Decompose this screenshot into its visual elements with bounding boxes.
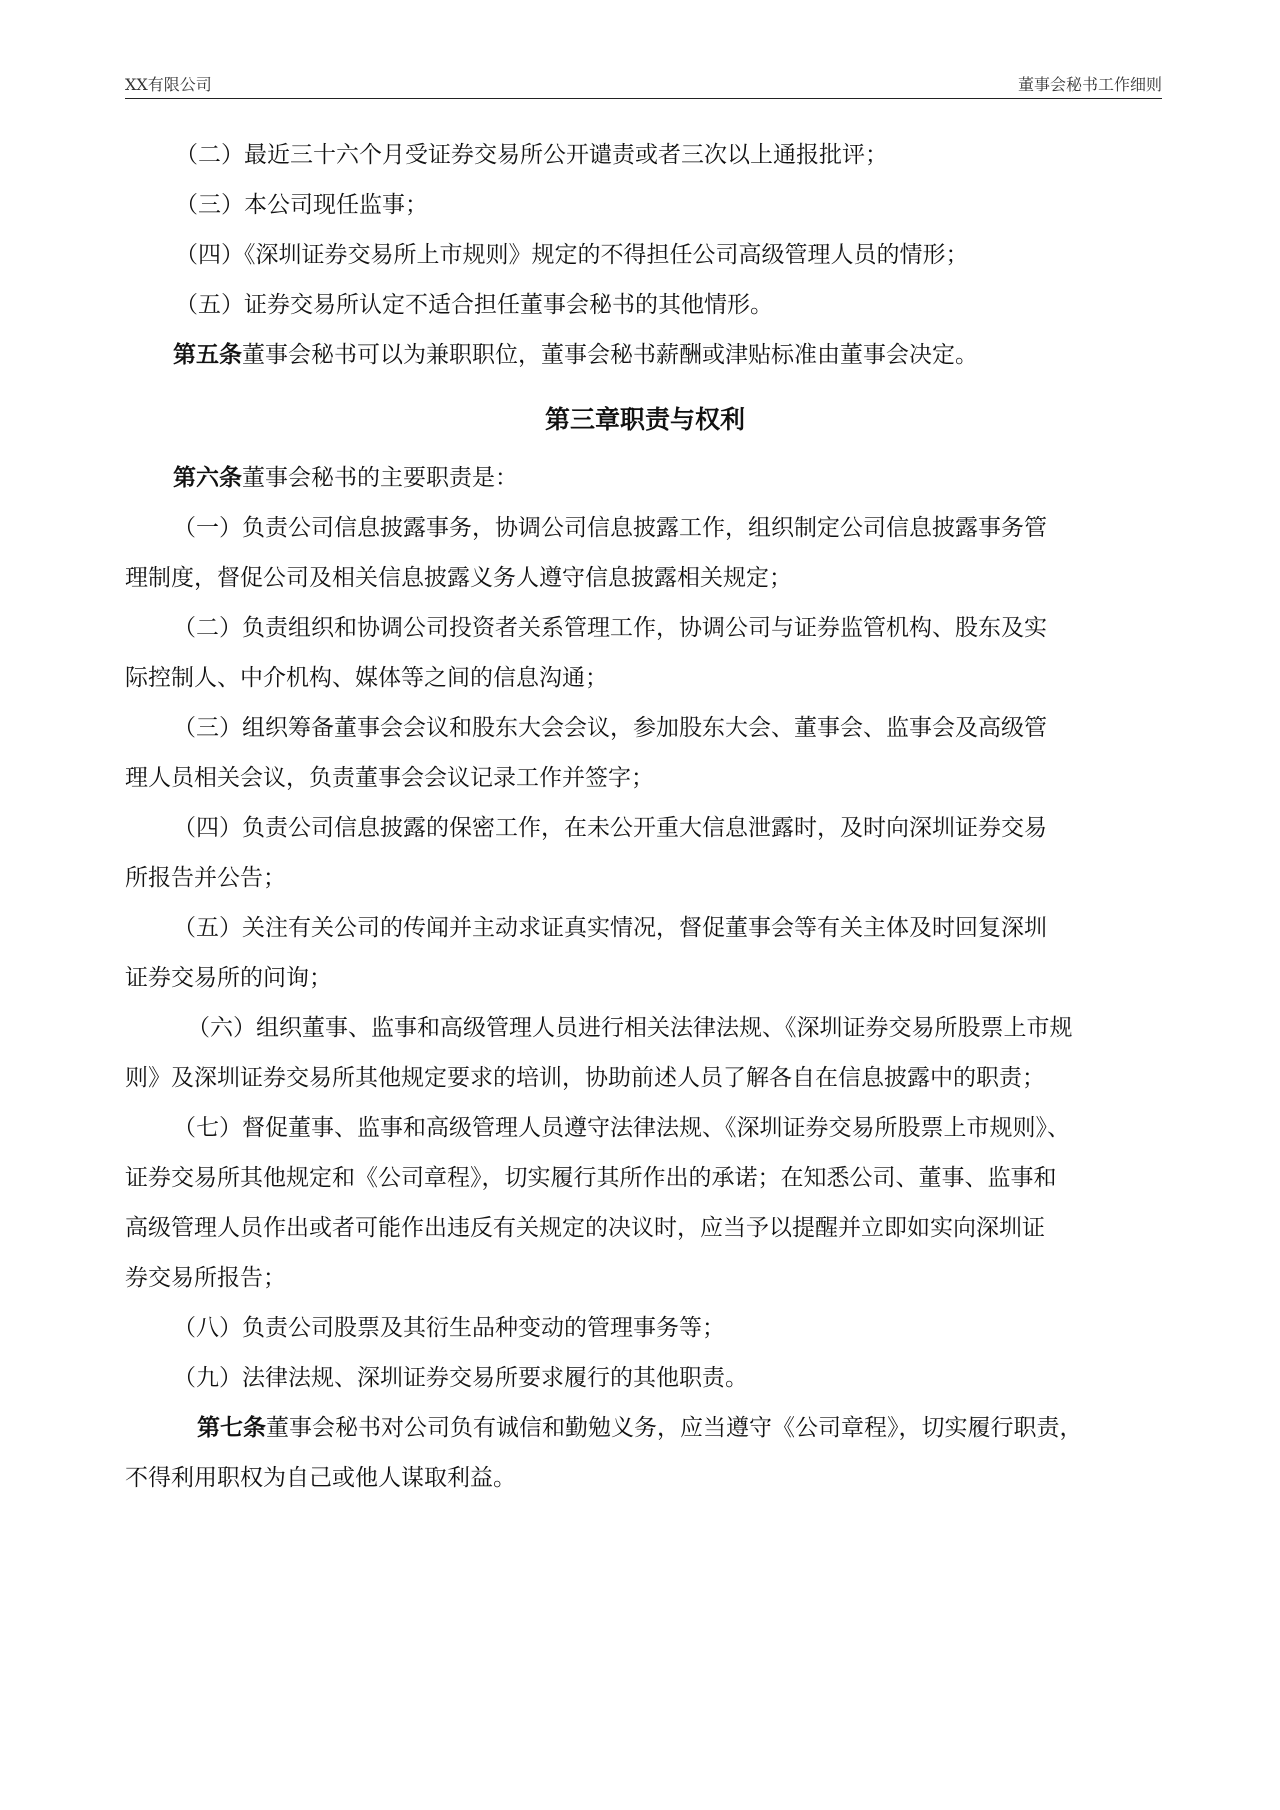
duty-line: （三）组织筹备董事会会议和股东大会会议，参加股东大会、董事会、监事会及高级管 bbox=[173, 715, 1047, 741]
article-text: 董事会秘书可以为兼职职位，董事会秘书薪酬或津贴标准由董事会决定。 bbox=[242, 342, 978, 368]
duty-item bbox=[125, 1003, 1165, 1103]
duty-item bbox=[125, 603, 1165, 703]
duty-item bbox=[125, 803, 1165, 903]
article-5 bbox=[125, 330, 1165, 380]
duty-item bbox=[125, 1103, 1165, 1303]
list-item: （四）《深圳证券交易所上市规则》规定的不得担任公司高级管理人员的情形； bbox=[175, 242, 969, 268]
list-item: （五）证券交易所认定不适合担任董事会秘书的其他情形。 bbox=[175, 292, 773, 318]
duty-line: 证券交易所其他规定和《公司章程》，切实履行其所作出的承诺；在知悉公司、董事、监事和 bbox=[125, 1165, 1057, 1191]
duty-line: （二）负责组织和协调公司投资者关系管理工作，协调公司与证券监管机构、股东及实 bbox=[173, 615, 1047, 641]
list-item: （二）最近三十六个月受证券交易所公开谴责或者三次以上通报批评； bbox=[175, 142, 888, 168]
header-doc-title: 董事会秘书工作细则 bbox=[1017, 75, 1162, 94]
duty-line: 证券交易所的问询； bbox=[125, 965, 332, 991]
duty-line: 则》及深圳证券交易所其他规定要求的培训，协助前述人员了解各自在信息披露中的职责； bbox=[125, 1065, 1045, 1091]
article-7 bbox=[125, 1403, 1165, 1503]
article-label: 第七条 bbox=[197, 1415, 266, 1441]
duty-line: 际控制人、中介机构、媒体等之间的信息沟通； bbox=[125, 665, 608, 691]
article-text: 董事会秘书对公司负有诚信和勤勉义务，应当遵守《公司章程》，切实履行职责， bbox=[266, 1415, 1083, 1441]
duty-line: （六）组织董事、监事和高级管理人员进行相关法律法规、《深圳证券交易所股票上市规 bbox=[187, 1015, 1073, 1041]
duty-item bbox=[125, 503, 1165, 603]
article-text: 不得利用职权为自己或他人谋取利益。 bbox=[125, 1465, 516, 1491]
duty-line: 理制度，督促公司及相关信息披露义务人遵守信息披露相关规定； bbox=[125, 565, 792, 591]
duty-line: （一）负责公司信息披露事务，协调公司信息披露工作，组织制定公司信息披露事务管 bbox=[173, 515, 1047, 541]
article-text: 董事会秘书的主要职责是： bbox=[242, 465, 518, 491]
article-label: 第六条 bbox=[173, 465, 242, 491]
document-body bbox=[125, 130, 1165, 1503]
duty-item bbox=[125, 903, 1165, 1003]
article-label: 第五条 bbox=[173, 342, 242, 368]
list-item: （九）法律法规、深圳证券交易所要求履行的其他职责。 bbox=[173, 1365, 748, 1391]
page-header bbox=[125, 68, 1162, 99]
header-company: XX有限公司 bbox=[125, 75, 212, 94]
duty-item bbox=[125, 703, 1165, 803]
duty-line: 高级管理人员作出或者可能作出违反有关规定的决议时，应当予以提醒并立即如实向深圳证 bbox=[125, 1215, 1045, 1241]
list-item: （八）负责公司股票及其衍生品种变动的管理事务等； bbox=[173, 1315, 725, 1341]
article-6 bbox=[125, 453, 1165, 503]
duty-line: 券交易所报告； bbox=[125, 1265, 286, 1291]
duty-line: （七）督促董事、监事和高级管理人员遵守法律法规、《深圳证券交易所股票上市规则》、 bbox=[173, 1115, 1070, 1141]
list-item: （三）本公司现任监事； bbox=[175, 192, 428, 218]
duty-line: 所报告并公告； bbox=[125, 865, 286, 891]
duty-line: 理人员相关会议，负责董事会会议记录工作并签字； bbox=[125, 765, 654, 791]
chapter-title: 第三章职责与权利 bbox=[544, 405, 745, 434]
duty-line: （四）负责公司信息披露的保密工作，在未公开重大信息泄露时，及时向深圳证券交易 bbox=[173, 815, 1047, 841]
duty-line: （五）关注有关公司的传闻并主动求证真实情况，督促董事会等有关主体及时回复深圳 bbox=[173, 915, 1047, 941]
